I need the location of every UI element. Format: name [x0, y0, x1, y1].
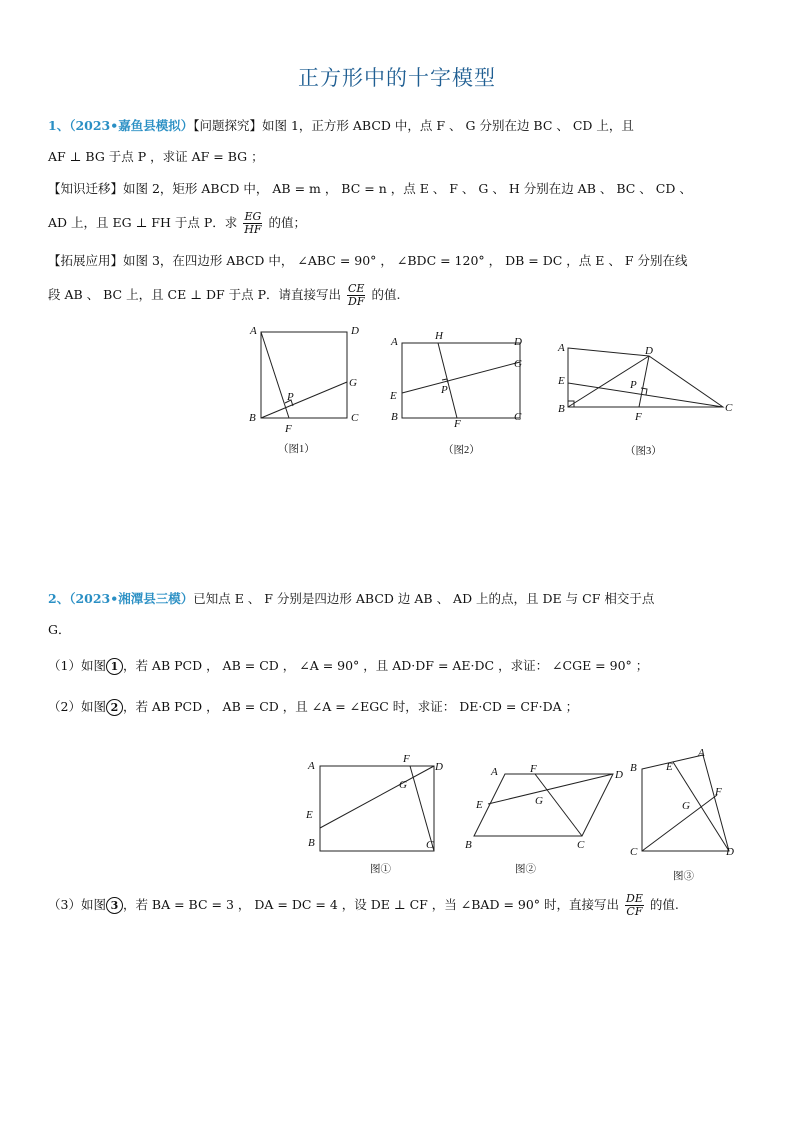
- caption-q2-fig3: 图③: [673, 871, 694, 882]
- circle-number-1: 1: [106, 658, 123, 675]
- q1-line4: [48, 211, 306, 236]
- q1-text-6b: 的值.: [371, 287, 401, 302]
- svg-text:B: B: [465, 839, 472, 851]
- svg-text:G: G: [399, 779, 407, 791]
- page-title: 正方形中的十字模型: [298, 66, 496, 90]
- rectangle-abcd: [402, 343, 520, 418]
- q2-source: （2023•湘潭县三模）: [69, 591, 194, 606]
- segment-bg: [261, 382, 347, 418]
- svg-text:P: P: [441, 384, 448, 396]
- caption-fig3: （图3）: [625, 446, 662, 457]
- svg-text:A: A: [391, 336, 398, 348]
- svg-text:C: C: [514, 411, 522, 423]
- svg-text:F: F: [715, 786, 722, 798]
- svg-text:G: G: [682, 800, 690, 812]
- q1-text-1: 【问题探究】如图 1，正方形 ABCD 中，点 F 、 G 分别在边 BC 、 CD 上，且: [193, 118, 634, 133]
- svg-text:P: P: [287, 391, 294, 403]
- q1-text-4a: AD 上，且 EG ⊥ FH 于点 P．求: [48, 215, 238, 230]
- q2-line1: [48, 589, 654, 609]
- svg-text:D: D: [615, 769, 623, 781]
- caption-fig2: （图2）: [443, 445, 480, 456]
- svg-text:B: B: [249, 412, 256, 424]
- svg-text:E: E: [666, 761, 673, 773]
- fraction-ce-df: $\frac{CE}{DF}$: [348, 282, 365, 308]
- svg-text:F: F: [454, 418, 461, 430]
- svg-text:B: B: [558, 403, 565, 415]
- svg-text:B: B: [391, 411, 398, 423]
- svg-text:H: H: [435, 330, 443, 342]
- q2-part1: （1）如图 1 ，若 AB PCD ， AB = CD ， ∠A = 90° ，且 AD·DF = AE·DC ，求证： ∠CGE = 90° ；: [48, 658, 649, 673]
- svg-text:A: A: [250, 325, 257, 337]
- segment-ed: [320, 766, 434, 828]
- svg-text:C: C: [351, 412, 359, 424]
- svg-text:B: B: [630, 762, 637, 774]
- figure-1-square: [240, 320, 370, 460]
- svg-text:G: G: [349, 377, 357, 389]
- svg-text:D: D: [726, 846, 734, 858]
- svg-text:F: F: [285, 423, 292, 435]
- svg-text:F: F: [530, 763, 537, 775]
- q1-line2: AF ⊥ BG 于点 P ，求证 AF = BG ；: [48, 149, 264, 164]
- svg-text:F: F: [635, 411, 642, 423]
- segment-bd: [568, 356, 649, 407]
- fraction-eg-hf: $\frac{EG}{HF}$: [244, 210, 262, 236]
- parallelogram-abcd: [474, 774, 613, 836]
- svg-text:P: P: [630, 379, 637, 391]
- svg-text:D: D: [351, 325, 359, 337]
- segment-ed: [488, 774, 613, 804]
- svg-text:G: G: [514, 358, 522, 370]
- q1-line1: [48, 116, 634, 136]
- q1-line3: 【知识迁移】如图 2，矩形 ABCD 中， AB = m ， BC = n ，点 E 、 F 、 G 、 H 分别在边 AB 、 BC 、 CD 、: [48, 181, 692, 196]
- segment-fc: [642, 795, 717, 851]
- svg-text:A: A: [698, 747, 705, 759]
- svg-text:E: E: [390, 390, 397, 402]
- svg-text:E: E: [306, 809, 313, 821]
- q2-part2: （2）如图 2 ，若 AB PCD ， AB = CD ，且 ∠A = ∠EGC 时，求证： DE·CD = CF·DA ；: [48, 699, 579, 714]
- square-abcd: [261, 332, 347, 418]
- segment-ec: [568, 383, 723, 407]
- circle-number-3: 3: [106, 897, 123, 914]
- caption-q2-fig2: 图②: [515, 864, 536, 875]
- q1-line5: 【拓展应用】如图 3，在四边形 ABCD 中， ∠ABC = 90° ， ∠BDC = 120° ， DB = DC ，点 E 、 F 分别在线: [48, 253, 688, 268]
- caption-q2-fig1: 图①: [370, 864, 391, 875]
- svg-text:C: C: [630, 846, 638, 858]
- q1-text-6a: 段 AB 、 BC 上，且 CE ⊥ DF 于点 P．请直接写出: [48, 287, 342, 302]
- svg-text:E: E: [558, 375, 565, 387]
- svg-text:D: D: [645, 345, 653, 357]
- svg-text:C: C: [577, 839, 585, 851]
- q1-text-4b: 的值；: [268, 215, 306, 230]
- svg-text:G: G: [535, 795, 543, 807]
- svg-text:A: A: [308, 760, 315, 772]
- q1-number: 1、: [48, 118, 70, 133]
- svg-text:C: C: [426, 839, 434, 851]
- q2-number: 2、: [48, 591, 70, 606]
- svg-text:A: A: [491, 766, 498, 778]
- figure-q2-kite: [625, 745, 745, 885]
- circle-number-2: 2: [106, 699, 123, 716]
- figure-q2-parallelogram: [460, 760, 630, 880]
- segment-af: [261, 332, 289, 418]
- svg-text:A: A: [558, 342, 565, 354]
- caption-fig1: （图1）: [278, 444, 315, 455]
- segment-df: [639, 356, 649, 407]
- q1-line6: [48, 283, 400, 308]
- q2-line2: G．: [48, 622, 71, 637]
- svg-text:D: D: [435, 761, 443, 773]
- svg-text:C: C: [725, 402, 733, 414]
- figure-3-quadrilateral: [553, 336, 743, 461]
- q2-part3: （3）如图 3 ，若 BA = BC = 3 ， DA = DC = 4 ，设 DE ⊥ CF ，当 ∠BAD = 90° 时，直接写出 $\frac{DE}{CF}$ 的值.: [48, 892, 679, 918]
- svg-text:F: F: [403, 753, 410, 765]
- svg-text:E: E: [476, 799, 483, 811]
- q2-text-1: 已知点 E 、 F 分别是四边形 ABCD 边 AB 、 AD 上的点，且 DE 与 CF 相交于点: [193, 591, 655, 606]
- svg-text:B: B: [308, 837, 315, 849]
- figure-2-rectangle: [383, 325, 533, 460]
- svg-text:D: D: [514, 336, 522, 348]
- figure-q2-rectangle: [300, 750, 450, 880]
- segment-eg: [402, 362, 520, 393]
- rectangle-abcd: [320, 766, 434, 851]
- fraction-de-cf: $\frac{DE}{CF}$: [626, 892, 643, 918]
- q1-source: （2023•嘉鱼县模拟）: [69, 118, 194, 133]
